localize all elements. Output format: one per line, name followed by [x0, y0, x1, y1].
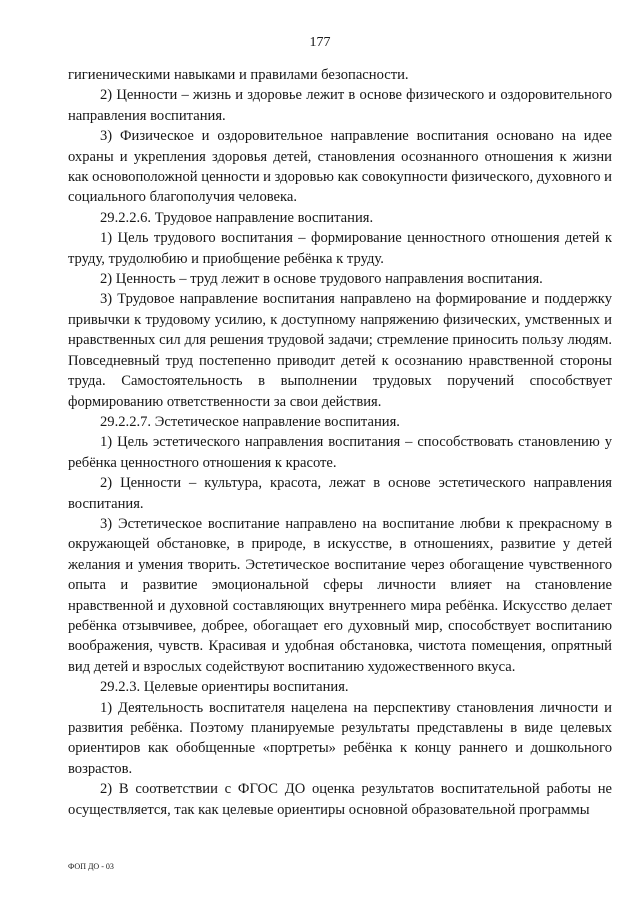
page-number: 177 — [309, 35, 331, 50]
paragraph-labor-goal: 1) Цель трудового воспитания – формирование ценностного отношения детей к труду, трудолюбию и приобщение ребёнка к труду. — [68, 230, 612, 267]
paragraph-targets-2: 2) В соответствии с ФГОС ДО оценка результатов воспитательной работы не осуществляется, так как целевые ориентиры основной образовательной программы — [68, 781, 612, 818]
paragraph-aesthetic-direction: 3) Эстетическое воспитание направлено на воспитание любви к прекрасному в окружающей обстановке, в природе, в искусстве, в отношениях, развитие у детей желания и умения творить. Эстетическое воспитание через обогащение чувственного опыта и развитие эмоциональной сферы личности влияет на становление нравственной и духовной составляющих внутреннего мира ребёнка. Искусство делает ребёнка отзывчивее, добрее, обогащает его духовный мир, способствует воспитанию воображения, чувств. Красивая и удобная обстановка, чистота помещения, опрятный вид детей и взрослых содействуют воспитанию художественного вкуса. — [68, 515, 612, 675]
section-heading-labor: 29.2.2.6. Трудовое направление воспитания. — [100, 209, 374, 226]
section-heading-aesthetic: 29.2.2.7. Эстетическое направление воспитания. — [100, 413, 400, 430]
document-body — [68, 65, 612, 820]
paragraph-targets-1: 1) Деятельность воспитателя нацелена на перспективу становления личности и развития ребёнка. Поэтому планируемые результаты представлены в виде целевых ориентиров как обобщенные «портреты» ребёнка к концу раннего и дошкольного возрастов. — [68, 699, 612, 777]
paragraph-labor-direction: 3) Трудовое направление воспитания направлено на формирование и поддержку привычки к трудовому усилию, к доступному напряжению физических, умственных и нравственных сил для решения трудовой задачи; стремление приносить пользу людям. Повседневный труд постепенно приводит детей к осознанию нравственной стороны труда. Самостоятельность в выполнении трудовых поручений способствует формированию ответственности за свои действия. — [68, 291, 612, 410]
paragraph-labor-value: 2) Ценность – труд лежит в основе трудового направления воспитания. — [100, 271, 543, 288]
paragraph-continuation: гигиеническими навыками и правилами безопасности. — [68, 67, 409, 83]
paragraph-health-direction: 3) Физическое и оздоровительное направление воспитания основано на идее охраны и укрепления здоровья детей, становления осознанного отношения к жизни как основоположной ценности и здоровью как совокупности физического, духовного и социального благополучия человека. — [68, 128, 612, 206]
paragraph-aesthetic-values: 2) Ценности – культура, красота, лежат в основе эстетического направления воспитания. — [68, 475, 612, 512]
section-heading-targets: 29.2.3. Целевые ориентиры воспитания. — [100, 679, 349, 696]
paragraph-health-values: 2) Ценности – жизнь и здоровье лежит в основе физического и оздоровительного направления воспитания. — [68, 87, 612, 124]
paragraph-aesthetic-goal: 1) Цель эстетического направления воспитания – способствовать становлению у ребёнка ценностного отношения к красоте. — [68, 434, 612, 471]
footer-document-code: ФОП ДО - 03 — [68, 862, 114, 871]
